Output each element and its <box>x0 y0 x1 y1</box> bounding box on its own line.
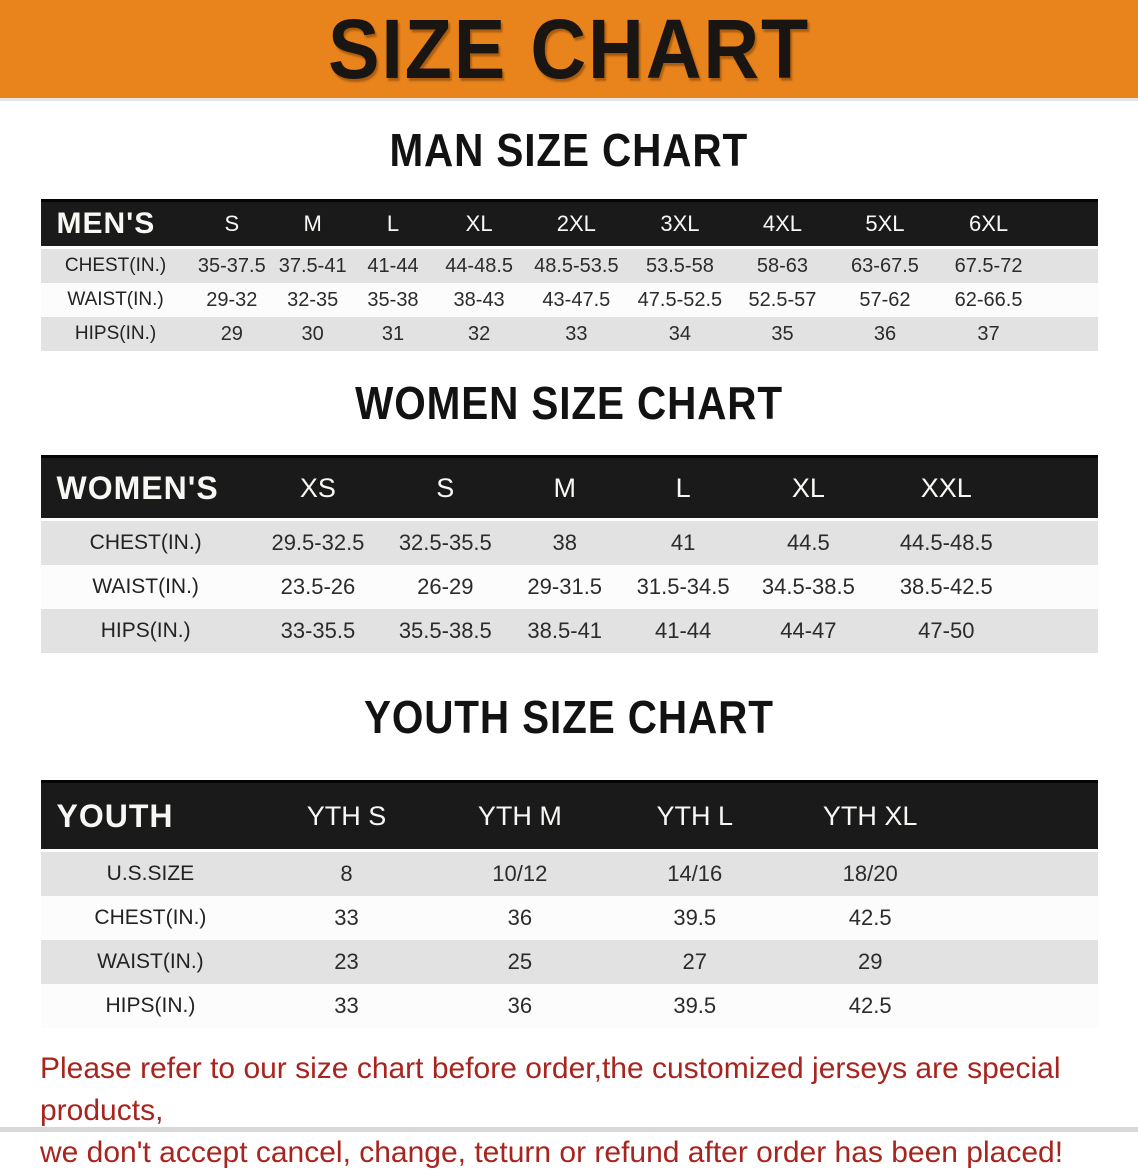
row-label: CHEST(IN.) <box>41 896 261 940</box>
measurement-row <box>41 520 1098 566</box>
bottom-edge-strip <box>0 1127 1138 1132</box>
size-value: 26-29 <box>385 565 505 609</box>
size-column-header: M <box>273 201 352 248</box>
size-value: 35-37.5 <box>191 248 273 284</box>
filler-cell <box>958 984 1098 1028</box>
size-value: 33 <box>260 896 432 940</box>
size-value: 32.5-35.5 <box>385 520 505 566</box>
filler-cell <box>1018 565 1097 609</box>
size-column-header: 2XL <box>525 201 629 248</box>
size-value: 39.5 <box>607 896 782 940</box>
size-value: 34.5-38.5 <box>742 565 874 609</box>
size-value: 18/20 <box>782 851 957 897</box>
size-value: 33-35.5 <box>251 609 385 653</box>
size-value: 53.5-58 <box>628 248 732 284</box>
filler-cell <box>958 896 1098 940</box>
size-value: 67.5-72 <box>937 248 1041 284</box>
size-column-header: YTH S <box>260 782 432 851</box>
size-value: 34 <box>628 317 732 351</box>
size-value: 36 <box>833 317 937 351</box>
size-value: 41 <box>624 520 742 566</box>
row-label: WAIST(IN.) <box>41 565 251 609</box>
size-value: 36 <box>433 984 607 1028</box>
disclaimer <box>0 1028 1138 1174</box>
size-value: 31 <box>352 317 433 351</box>
measurement-row <box>41 940 1098 984</box>
size-header-row <box>41 201 1098 248</box>
size-value: 30 <box>273 317 352 351</box>
size-header-row <box>41 457 1098 520</box>
size-column-header: YTH L <box>607 782 782 851</box>
filler-cell <box>1018 520 1097 566</box>
size-value: 31.5-34.5 <box>624 565 742 609</box>
men-size-table <box>41 199 1098 351</box>
size-value: 62-66.5 <box>937 283 1041 317</box>
filler-cell <box>1040 283 1097 317</box>
size-value: 25 <box>433 940 607 984</box>
size-value: 41-44 <box>624 609 742 653</box>
size-column-header: S <box>191 201 273 248</box>
youth-heading-text: YOUTH SIZE CHART <box>364 690 774 743</box>
man-heading-text: MAN SIZE CHART <box>389 124 749 176</box>
size-value: 23.5-26 <box>251 565 385 609</box>
size-value: 29 <box>191 317 273 351</box>
size-value: 44.5 <box>742 520 874 566</box>
filler-cell <box>1040 317 1097 351</box>
size-value: 42.5 <box>782 896 957 940</box>
row-label: HIPS(IN.) <box>41 317 191 351</box>
women-heading-text: WOMEN SIZE CHART <box>355 377 783 429</box>
size-column-header: 6XL <box>937 201 1041 248</box>
row-label: WAIST(IN.) <box>41 283 191 317</box>
size-value: 57-62 <box>833 283 937 317</box>
women-size-table <box>41 455 1098 653</box>
size-column-header: 4XL <box>732 201 833 248</box>
size-value: 10/12 <box>433 851 607 897</box>
filler-cell <box>1018 457 1097 520</box>
women-section-heading <box>0 351 1138 455</box>
size-value: 38-43 <box>434 283 525 317</box>
youth-size-table <box>41 780 1098 1028</box>
measurement-row <box>41 283 1098 317</box>
size-value: 47-50 <box>874 609 1018 653</box>
filler-cell <box>1040 248 1097 284</box>
size-value: 29-31.5 <box>506 565 624 609</box>
row-label: CHEST(IN.) <box>41 248 191 284</box>
measurement-row <box>41 565 1098 609</box>
size-value: 44.5-48.5 <box>874 520 1018 566</box>
size-value: 29-32 <box>191 283 273 317</box>
size-value: 38.5-42.5 <box>874 565 1018 609</box>
size-column-header: XS <box>251 457 385 520</box>
size-value: 32-35 <box>273 283 352 317</box>
measurement-row <box>41 248 1098 284</box>
youth-section-heading <box>0 653 1138 780</box>
size-value: 33 <box>260 984 432 1028</box>
size-value: 41-44 <box>352 248 433 284</box>
size-value: 38.5-41 <box>506 609 624 653</box>
measurement-row <box>41 317 1098 351</box>
size-value: 27 <box>607 940 782 984</box>
disclaimer-line-2: we don't accept cancel, change, teturn or refund after order has been placed! <box>40 1136 1064 1169</box>
size-value: 58-63 <box>732 248 833 284</box>
size-value: 35.5-38.5 <box>385 609 505 653</box>
size-column-header: S <box>385 457 505 520</box>
size-value: 37 <box>937 317 1041 351</box>
size-value: 43-47.5 <box>525 283 629 317</box>
size-value: 23 <box>260 940 432 984</box>
filler-cell <box>1040 201 1097 248</box>
size-value: 52.5-57 <box>732 283 833 317</box>
size-column-header: M <box>506 457 624 520</box>
size-value: 63-67.5 <box>833 248 937 284</box>
size-value: 35-38 <box>352 283 433 317</box>
size-column-header: YTH XL <box>782 782 957 851</box>
size-column-header: 5XL <box>833 201 937 248</box>
measurement-row <box>41 609 1098 653</box>
banner <box>0 0 1138 101</box>
filler-cell <box>1018 609 1097 653</box>
size-value: 44-48.5 <box>434 248 525 284</box>
size-column-header: XL <box>434 201 525 248</box>
row-label: HIPS(IN.) <box>41 609 251 653</box>
man-section-heading <box>0 101 1138 199</box>
size-value: 29 <box>782 940 957 984</box>
table-title: YOUTH <box>41 782 261 851</box>
size-header-row <box>41 782 1098 851</box>
size-column-header: L <box>352 201 433 248</box>
size-value: 42.5 <box>782 984 957 1028</box>
size-value: 36 <box>433 896 607 940</box>
table-title: MEN'S <box>41 201 191 248</box>
filler-cell <box>958 782 1098 851</box>
size-column-header: YTH M <box>433 782 607 851</box>
size-value: 47.5-52.5 <box>628 283 732 317</box>
size-column-header: XL <box>742 457 874 520</box>
measurement-row <box>41 984 1098 1028</box>
size-column-header: 3XL <box>628 201 732 248</box>
row-label: CHEST(IN.) <box>41 520 251 566</box>
size-value: 44-47 <box>742 609 874 653</box>
size-column-header: L <box>624 457 742 520</box>
size-value: 33 <box>525 317 629 351</box>
size-value: 32 <box>434 317 525 351</box>
size-value: 35 <box>732 317 833 351</box>
size-value: 48.5-53.5 <box>525 248 629 284</box>
size-value: 8 <box>260 851 432 897</box>
disclaimer-line-1: Please refer to our size chart before order,the customized jerseys are special products, <box>40 1052 1061 1127</box>
row-label: U.S.SIZE <box>41 851 261 897</box>
size-value: 14/16 <box>607 851 782 897</box>
filler-cell <box>958 940 1098 984</box>
size-value: 38 <box>506 520 624 566</box>
measurement-row <box>41 896 1098 940</box>
row-label: HIPS(IN.) <box>41 984 261 1028</box>
size-value: 29.5-32.5 <box>251 520 385 566</box>
size-column-header: XXL <box>874 457 1018 520</box>
table-title: WOMEN'S <box>41 457 251 520</box>
row-label: WAIST(IN.) <box>41 940 261 984</box>
size-value: 37.5-41 <box>273 248 352 284</box>
filler-cell <box>958 851 1098 897</box>
measurement-row <box>41 851 1098 897</box>
size-value: 39.5 <box>607 984 782 1028</box>
banner-title: SIZE CHART <box>327 2 811 96</box>
